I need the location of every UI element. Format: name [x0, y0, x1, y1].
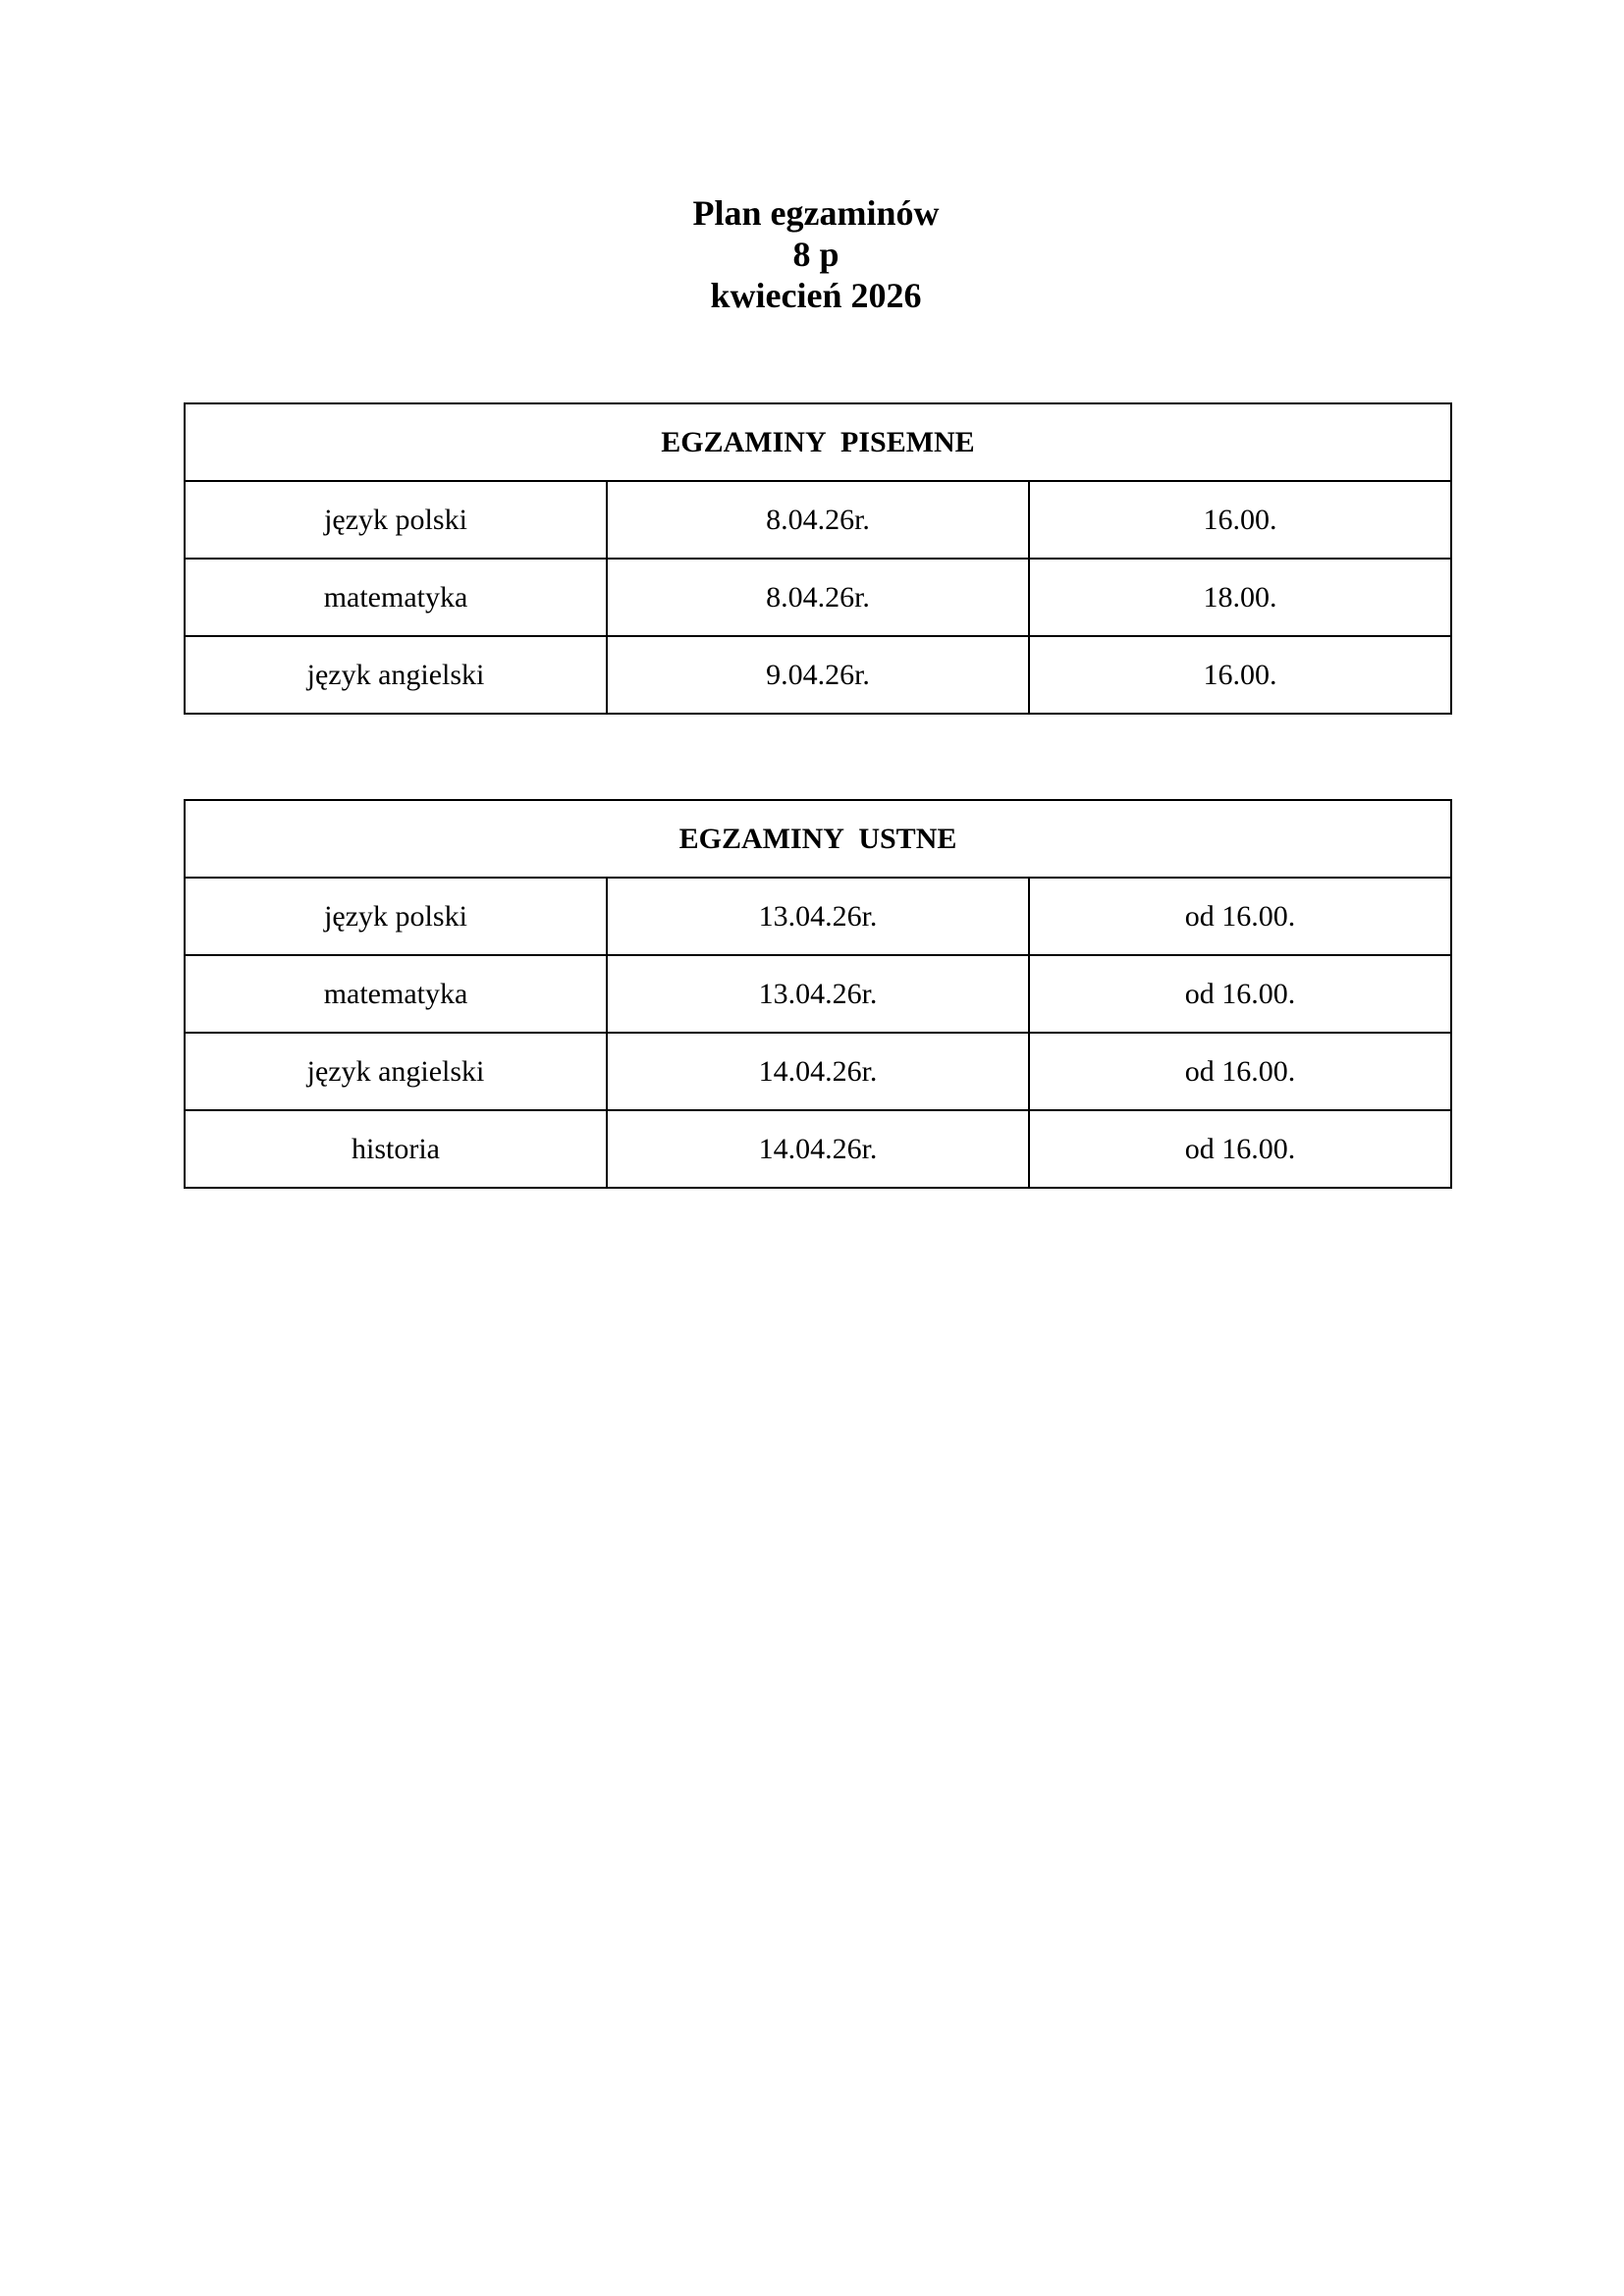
period-label: kwiecień 2026: [710, 276, 922, 315]
table-row: [185, 955, 1451, 1033]
table-row: [185, 1033, 1451, 1110]
date-cell: 13.04.26r.: [607, 878, 1029, 955]
subject-cell: matematyka: [185, 955, 607, 1033]
written-exams-table: [184, 402, 1452, 715]
table-row: [185, 1110, 1451, 1188]
page-title: Plan egzaminów: [692, 193, 940, 233]
table-row: [185, 559, 1451, 636]
time-cell: od 16.00.: [1029, 955, 1451, 1033]
subject-cell: język angielski: [185, 636, 607, 714]
table-row: [185, 878, 1451, 955]
time-cell: od 16.00.: [1029, 1033, 1451, 1110]
subject-cell: język polski: [185, 481, 607, 559]
date-cell: 14.04.26r.: [607, 1033, 1029, 1110]
time-cell: 18.00.: [1029, 559, 1451, 636]
oral-exams-table: [184, 799, 1452, 1189]
time-cell: od 16.00.: [1029, 1110, 1451, 1188]
date-cell: 9.04.26r.: [607, 636, 1029, 714]
subject-cell: język angielski: [185, 1033, 607, 1110]
subject-cell: historia: [185, 1110, 607, 1188]
time-cell: 16.00.: [1029, 481, 1451, 559]
table-row: [185, 481, 1451, 559]
date-cell: 14.04.26r.: [607, 1110, 1029, 1188]
subject-cell: język polski: [185, 878, 607, 955]
oral-exams-heading: EGZAMINY USTNE: [185, 800, 1451, 878]
class-label: 8 p: [792, 235, 839, 274]
time-cell: 16.00.: [1029, 636, 1451, 714]
date-cell: 8.04.26r.: [607, 481, 1029, 559]
date-cell: 8.04.26r.: [607, 559, 1029, 636]
document-header: [0, 192, 1624, 316]
subject-cell: matematyka: [185, 559, 607, 636]
written-exams-heading: EGZAMINY PISEMNE: [185, 403, 1451, 481]
time-cell: od 16.00.: [1029, 878, 1451, 955]
table-row: [185, 636, 1451, 714]
date-cell: 13.04.26r.: [607, 955, 1029, 1033]
